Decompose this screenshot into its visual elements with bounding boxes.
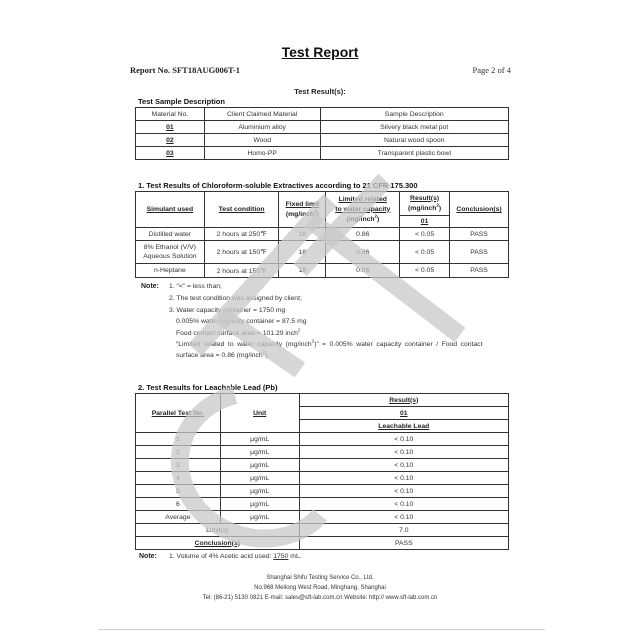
- conclusion-value: PASS: [450, 264, 509, 278]
- client-material: Aluminium alloy: [204, 121, 320, 134]
- sample-description: Silvery black metal pot: [320, 121, 508, 134]
- col-limited-line2: to water capacity: [335, 205, 391, 213]
- note-line: “Limited related to water capacity (mg/inch: [176, 341, 312, 348]
- table-row: [136, 511, 509, 524]
- lead-value: < 0.10: [299, 511, 508, 524]
- fixed-limit: 18: [279, 228, 326, 241]
- simulant: 8% Ethanol (V/V): [143, 244, 196, 251]
- note-line: Food contact surface area = 101.29 inch: [176, 330, 298, 337]
- note-text: mL.: [288, 553, 302, 560]
- table-row: [136, 498, 509, 511]
- test-no: 4: [136, 472, 221, 485]
- unit-superscript: 2: [311, 338, 315, 344]
- unit-close: ): [316, 210, 319, 218]
- conclusion-value: PASS: [299, 537, 508, 550]
- col-limited-unit: (mg/inch: [346, 215, 375, 223]
- col-fixed-limit: Fixed limit: [285, 200, 320, 208]
- unit: μg/mL: [220, 433, 299, 446]
- unit-superscript: 2: [297, 327, 301, 333]
- fixed-limit: 18: [279, 264, 326, 278]
- unit: μg/mL: [220, 485, 299, 498]
- simulant: Distilled water: [136, 228, 205, 241]
- page-number: Page 2 of 4: [472, 65, 511, 75]
- col-sample: 01: [400, 409, 408, 417]
- test-no: 1: [136, 433, 221, 446]
- limited-value: 0.86: [326, 228, 400, 241]
- fixed-limit: 18: [279, 241, 326, 264]
- footer-address: No.968 Meilong West Road, Minghang, Shanghai: [254, 585, 386, 591]
- unit: μg/mL: [220, 446, 299, 459]
- unit: μg/mL: [220, 472, 299, 485]
- condition: 2 hours at 150℉: [204, 241, 279, 264]
- column-header: Sample Description: [320, 108, 508, 121]
- unit-close: ): [438, 204, 442, 212]
- col-fixed-limit-unit: (mg/inch: [285, 210, 315, 218]
- simulant: n-Heptane: [136, 264, 205, 278]
- table-row: [136, 433, 509, 446]
- note-line: 3. Water capacity container = 1750 mg: [169, 307, 286, 314]
- result-value: < 0.05: [400, 264, 450, 278]
- col-result: Result(s): [410, 194, 440, 202]
- test-no: 5: [136, 485, 221, 498]
- client-material: Wood: [204, 134, 320, 147]
- col-test-no: Parallel Test No.: [151, 409, 205, 417]
- table-header-row: [136, 108, 509, 121]
- limited-value: 0.86: [326, 241, 400, 264]
- lead-value: < 0.10: [299, 446, 508, 459]
- condition: 2 hours at 250℉: [204, 228, 279, 241]
- conclusion-label: Conclusion(s): [194, 539, 240, 547]
- conclusion-row: [136, 537, 509, 550]
- test-no: Average: [136, 511, 221, 524]
- lead-value: < 0.10: [299, 498, 508, 511]
- table-row: [136, 485, 509, 498]
- table-row: [136, 134, 509, 147]
- table-row: [136, 264, 509, 278]
- unit: μg/mL: [220, 459, 299, 472]
- lead-value: < 0.10: [299, 459, 508, 472]
- table-row: [136, 121, 509, 134]
- table-row: [136, 446, 509, 459]
- client-material: Homo-PP: [204, 147, 320, 160]
- col-result: Result(s): [389, 396, 419, 404]
- conclusion-value: PASS: [450, 241, 509, 264]
- col-unit: Unit: [253, 409, 267, 417]
- unit: μg/mL: [220, 498, 299, 511]
- bottom-divider: [98, 629, 545, 630]
- note-line: 1. “<” = less than;: [169, 283, 222, 290]
- result-value: < 0.05: [400, 241, 450, 264]
- lead-value: < 0.10: [299, 472, 508, 485]
- col-simulant: Simulant used: [146, 206, 194, 213]
- chloroform-results-table: [135, 191, 509, 278]
- material-no: 03: [166, 149, 174, 157]
- sample-description-table: [135, 107, 509, 160]
- unit-superscript: 2: [374, 213, 378, 219]
- note-text: 1. Volume of 4% Acetic acid used:: [169, 553, 274, 560]
- results-heading: Test Result(s):: [294, 87, 346, 96]
- test-no: 6: [136, 498, 221, 511]
- note-line: )” = 0.005% water capacity container / Food contact: [314, 341, 483, 348]
- table-row: [136, 459, 509, 472]
- unit-superscript: 2: [314, 208, 317, 214]
- note-label: Note:: [141, 283, 159, 290]
- lead-results-table: [135, 393, 509, 550]
- footer-contact: Tel: (86-21) 5130 0821 E-mail: sales@sft-lab.com.cn Website: http:// www.sft-lab.com.cn: [202, 595, 438, 601]
- report-title: Test Report: [281, 44, 359, 60]
- col-result-sample: 01: [420, 218, 429, 225]
- test-no: 2: [136, 446, 221, 459]
- unit-superscript: 2: [436, 202, 439, 208]
- limit-row: [136, 524, 509, 537]
- column-header: Client Claimed Material: [204, 108, 320, 121]
- table-row: [136, 241, 509, 264]
- table-row: [136, 472, 509, 485]
- test-no: 3: [136, 459, 221, 472]
- col-conclusion: Conclusion(s): [456, 206, 502, 213]
- table-row: [136, 228, 509, 241]
- table-row: [136, 147, 509, 160]
- sample-description: Transparent plastic bowl: [320, 147, 508, 160]
- material-no: 01: [166, 123, 174, 131]
- limit-value: 7.0: [299, 524, 508, 537]
- note-label: Note:: [139, 553, 157, 560]
- note-line: 0.005% water capacity container = 87.5 mg: [176, 318, 307, 325]
- condition: 2 hours at 150℉: [204, 264, 279, 278]
- unit-close: ): [377, 215, 380, 223]
- report-number: Report No. SFT18AUG006T-1: [130, 65, 240, 75]
- lead-value: < 0.10: [299, 433, 508, 446]
- note-volume: 1750: [273, 553, 289, 560]
- note-line: surface area = 0.86 (mg/inch: [176, 352, 263, 359]
- col-analyte: Leachable Lead: [378, 422, 430, 430]
- unit-superscript: 2: [262, 349, 266, 355]
- simulant-line2: Aqueous Solution: [143, 253, 197, 260]
- chloroform-heading: 1. Test Results of Chloroform-soluble Extractives according to 21 CFR 175.300: [138, 181, 418, 190]
- result-value: < 0.05: [400, 228, 450, 241]
- unit: μg/mL: [220, 511, 299, 524]
- lead-value: < 0.10: [299, 485, 508, 498]
- col-limited-line1: Limited related: [338, 195, 387, 203]
- footer-company: Shanghai Shifu Testing Service Co., Ltd.: [266, 575, 374, 581]
- limit-label: Limit(s): [136, 524, 300, 537]
- note-line: 2. The test condition was assigned by client;: [169, 295, 302, 302]
- material-no: 02: [166, 136, 174, 144]
- col-condition: Test condition: [218, 206, 265, 213]
- sample-description: Natural wood spoon: [320, 134, 508, 147]
- conclusion-value: PASS: [450, 228, 509, 241]
- sample-description-heading: Test Sample Description: [138, 97, 225, 106]
- note-line: ).: [265, 352, 270, 359]
- limited-value: 0.86: [326, 264, 400, 278]
- column-header: Material No.: [136, 108, 205, 121]
- col-result-unit: (mg/inch: [408, 204, 437, 212]
- lead-heading: 2. Test Results for Leachable Lead (Pb): [138, 383, 278, 392]
